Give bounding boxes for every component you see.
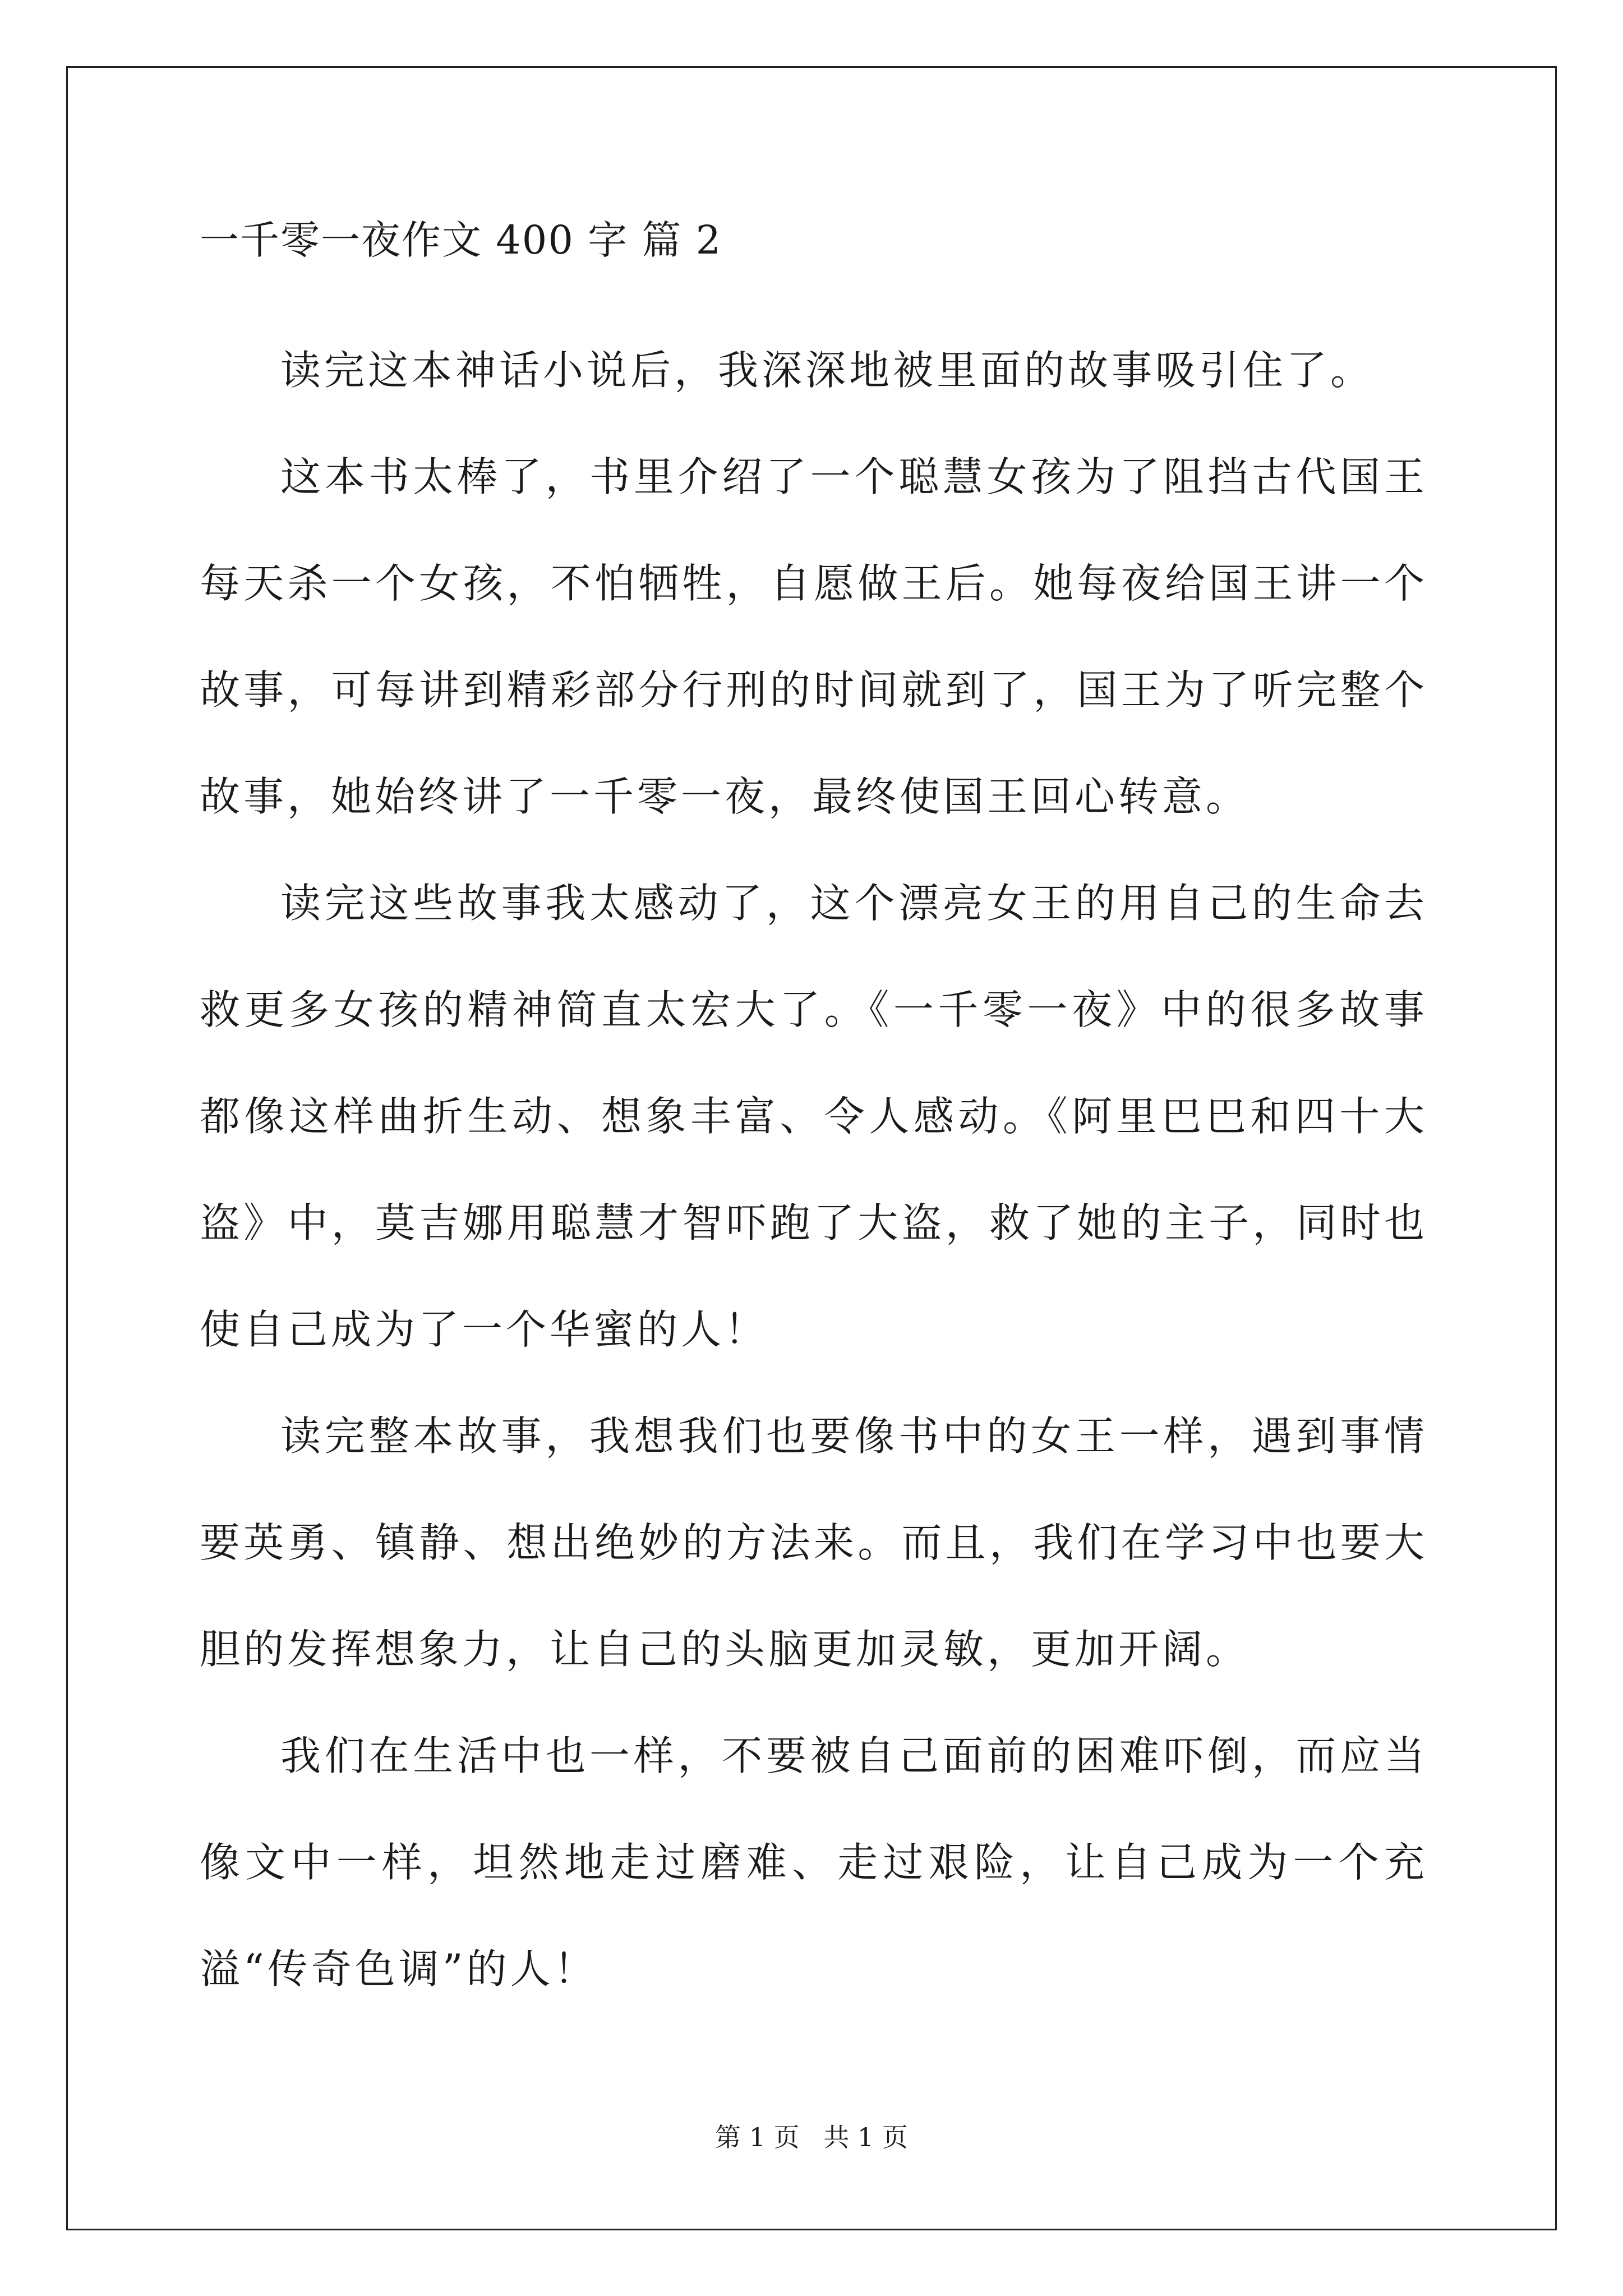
paragraph: 读完整本故事，我想我们也要像书中的女王一样，遇到事情要英勇、镇静、想出绝妙的方法来。而且，我们在学习中也要大胆的发挥想象力，让自己的头脑更加灵敏，更加开阔。 (200, 1412, 1428, 1673)
document-title: 一千零一夜作文 400 字 篇 2 (200, 217, 722, 263)
paragraph: 读完这本神话小说后，我深深地被里面的故事吸引住了。 (280, 347, 1375, 394)
page-footer (0, 2120, 1623, 2154)
paragraph: 我们在生活中也一样，不要被自己面前的困难吓倒，而应当像文中一样，坦然地走过磨难、走过艰险，让自己成为一个充溢“传奇色调”的人！ (200, 1732, 1428, 1993)
page-number: 第 1 页 (715, 2122, 800, 2152)
document-body (200, 317, 1428, 2022)
page-total: 共 1 页 (823, 2122, 908, 2152)
paragraph: 这本书太棒了，书里介绍了一个聪慧女孩为了阻挡古代国王每天杀一个女孩，不怕牺牲，自愿做王后。她每夜给国王讲一个故事，可每讲到精彩部分行刑的时间就到了，国王为了听完整个故事，她始终讲了一千零一夜，最终使国王回心转意。 (200, 453, 1428, 820)
paragraph: 读完这些故事我太感动了，这个漂亮女王的用自己的生命去救更多女孩的精神简直太宏大了。《一千零一夜》中的很多故事都像这样曲折生动、想象丰富、令人感动。《阿里巴巴和四十大盗》中，莫吉娜用聪慧才智吓跑了大盗，救了她的主子，同时也使自己成为了一个华蜜的人！ (200, 880, 1428, 1353)
